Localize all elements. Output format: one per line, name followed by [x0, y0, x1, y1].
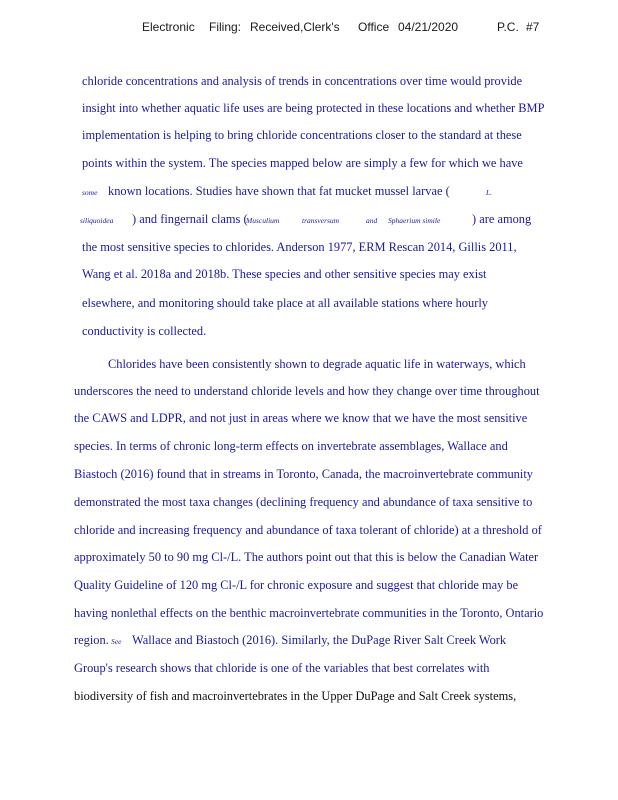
- text-line: [74, 632, 574, 648]
- text-line: underscores the need to understand chloride levels and how they change over time throughout: [74, 384, 540, 398]
- header-office: Office: [358, 20, 390, 34]
- text-segment: ) and fingernail clams (: [132, 212, 248, 226]
- text-line: species. In terms of chronic long-term effects on invertebrate assemblages, Wallace and: [74, 439, 508, 453]
- text-segment: ) are among: [472, 212, 532, 226]
- small-text: some: [82, 188, 98, 197]
- text-line: the CAWS and LDPR, and not just in areas where we know that we have the most sensitive: [74, 411, 528, 425]
- text-segment: Wallace and Biastoch (2016). Similarly, the DuPage River Salt Creek Work: [132, 633, 507, 647]
- small-text: siliquoidea: [80, 216, 114, 225]
- text-line: the most sensitive species to chlorides. Anderson 1977, ERM Rescan 2014, Gillis 2011,: [82, 240, 517, 254]
- text-line: Quality Guideline of 120 mg Cl-/L for chronic exposure and suggest that chloride may be: [74, 578, 519, 592]
- small-text: L.: [486, 188, 493, 197]
- header-date: 04/21/2020: [398, 20, 459, 34]
- text-line: elsewhere, and monitoring should take place at all available stations where hourly: [82, 296, 489, 310]
- text-line: insight into whether aquatic life uses are being protected in these locations and whether BMP: [82, 101, 545, 115]
- small-text: and: [366, 216, 378, 225]
- text-line: points within the system. The species mapped below are simply a few for which we have: [82, 156, 523, 170]
- text-line: Wang et al. 2018a and 2018b. These species and other sensitive species may exist: [82, 267, 487, 281]
- small-text: Sphaerium simile: [388, 216, 441, 225]
- text-line: Chlorides have been consistently shown to degrade aquatic life in waterways, which: [108, 357, 526, 371]
- header-pc: P.C.: [497, 20, 519, 34]
- small-text: transversum: [302, 216, 340, 225]
- text-line: [82, 211, 582, 227]
- text-line: conductivity is collected.: [82, 324, 207, 338]
- text-line: Biastoch (2016) found that in streams in Toronto, Canada, the macroinvertebrate community: [74, 467, 533, 481]
- text-line: [82, 183, 582, 199]
- text-line: biodiversity of fish and macroinvertebrates in the Upper DuPage and Salt Creek systems,: [74, 689, 517, 703]
- text-line: Group's research shows that chloride is one of the variables that best correlates with: [74, 661, 490, 675]
- text-line: having nonlethal effects on the benthic macroinvertebrate communities in the Toronto, Ontario: [74, 606, 544, 620]
- header-electronic: Electronic: [142, 20, 195, 34]
- text-segment: known locations. Studies have shown that fat mucket mussel larvae (: [108, 184, 450, 198]
- header-number: #7: [526, 20, 540, 34]
- filing-header: [0, 20, 618, 36]
- text-line: chloride and increasing frequency and abundance of taxa tolerant of chloride) at a threshold of: [74, 523, 542, 537]
- text-line: demonstrated the most taxa changes (declining frequency and abundance of taxa sensitive to: [74, 495, 533, 509]
- header-filing: Filing:: [209, 20, 242, 34]
- small-text: See: [111, 637, 122, 646]
- text-line: approximately 50 to 90 mg Cl-/L. The authors point out that this is below the Canadian Water: [74, 550, 539, 564]
- text-line: implementation is helping to bring chloride concentrations closer to the standard at these: [82, 128, 522, 142]
- header-received: Received,Clerk's: [250, 20, 340, 34]
- text-line: chloride concentrations and analysis of trends in concentrations over time would provide: [82, 74, 523, 88]
- text-segment: region.: [74, 633, 109, 647]
- small-text: Musculium: [246, 216, 280, 225]
